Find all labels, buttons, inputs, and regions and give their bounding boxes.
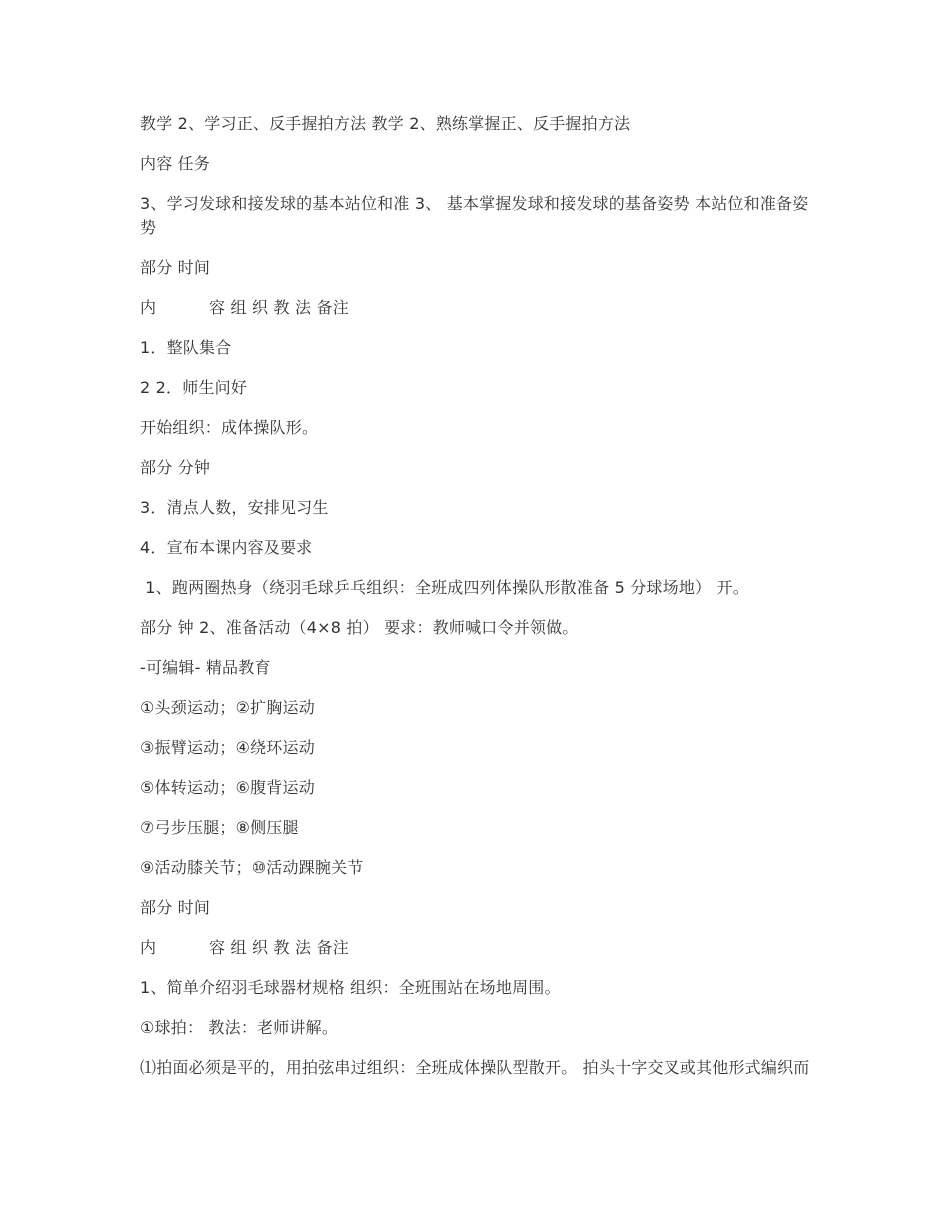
- paragraph-equipment-intro: 1、简单介绍羽毛球器材规格 组织：全班围站在场地周围。: [140, 978, 561, 997]
- paragraph-racket: ①球拍： 教法：老师讲解。: [140, 1018, 339, 1037]
- paragraph-prep-activity: 部分 钟 2、准备活动（4×8 拍） 要求：教师喊口令并领做。: [140, 618, 579, 637]
- paragraph-section-time-2: 部分 时间: [140, 898, 211, 917]
- paragraph-exercise-3-4: ③振臂运动；④绕环运动: [140, 738, 315, 757]
- paragraph-table-header: 内 容 组 织 教 法 备注: [140, 298, 349, 317]
- paragraph-assemble: 1．整队集合: [140, 338, 232, 357]
- paragraph-section-time: 部分 时间: [140, 258, 211, 277]
- paragraph-exercise-5-6: ⑤体转运动；⑥腹背运动: [140, 778, 315, 797]
- paragraph-roll-call: 3．清点人数，安排见习生: [140, 498, 329, 517]
- paragraph-editable-note: -可编辑- 精品教育: [140, 658, 271, 677]
- document-page: [140, 112, 812, 1096]
- paragraph-exercise-1-2: ①头颈运动；②扩胸运动: [140, 698, 315, 717]
- paragraph-exercise-9-10: ⑨活动膝关节；⑩活动踝腕关节: [140, 858, 364, 877]
- paragraph-start-organize: 开始组织：成体操队形。: [140, 418, 319, 437]
- paragraph-announce: 4．宣布本课内容及要求: [140, 538, 313, 557]
- paragraph-serve-stance: 3、学习发球和接发球的基本站位和准 3、 基本掌握发球和接发球的基备姿势 本站位和准备姿势: [140, 194, 809, 237]
- paragraph-teaching-content: 教学 2、学习正、反手握拍方法 教学 2、熟练掌握正、反手握拍方法: [140, 114, 631, 133]
- paragraph-warmup-run: 1、跑两圈热身（绕羽毛球乒乓组织：全班成四列体操队形散准备 5 分球场地） 开。: [140, 578, 749, 597]
- paragraph-section-minutes: 部分 分钟: [140, 458, 211, 477]
- paragraph-content-task: 内容 任务: [140, 154, 211, 173]
- paragraph-greeting: 2 2．师生问好: [140, 378, 248, 397]
- paragraph-racket-face: ⑴拍面必须是平的，用拍弦串过组织：全班成体操队型散开。 拍头十字交叉或其他形式编织而: [140, 1058, 810, 1077]
- paragraph-table-header-2: 内 容 组 织 教 法 备注: [140, 938, 349, 957]
- paragraph-exercise-7-8: ⑦弓步压腿；⑧侧压腿: [140, 818, 299, 837]
